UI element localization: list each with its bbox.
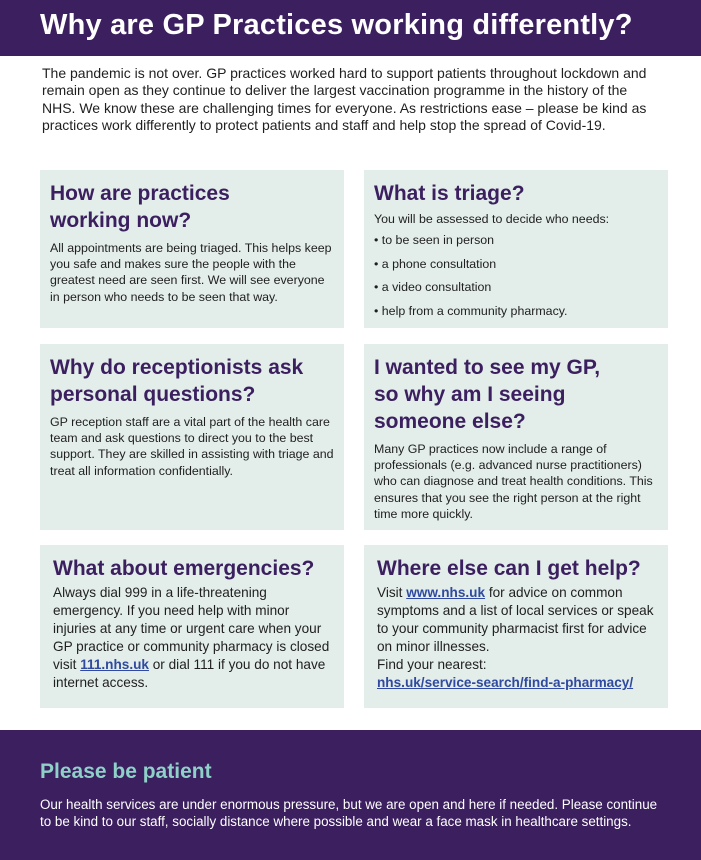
intro-paragraph: The pandemic is not over. GP practices worked hard to support patients throughout lockdown and remain open as they continue to deliver the largest vaccination programme in the history of the NHS. We know these are challenging times for everyone. As restrictions ease – please be kind as practices work differently to protect patients and staff and help stop the spread of Covid-19. [42,65,647,134]
emergencies-body [53,584,335,692]
footer-heading: Please be patient [40,760,212,783]
triage-list [374,229,658,323]
help-heading: Where else can I get help? [377,557,641,580]
receptionists-body: GP reception staff are a vital part of the health care team and ask questions to direct you to the best support. They are skilled in assisting with triage and treat all information confidentially. [50,415,334,478]
see-gp-body: Many GP practices now include a range of professionals (e.g. advanced nurse practitioners) who can diagnose and treat health conditions. This ensures that you see the right person at the right time more quickly. [374,442,653,521]
practices-heading: How are practices working now? [50,182,230,232]
emergencies-text: Always dial 999 in a life-threatening emergency. If you need help with minor injuries at any time or urgent care when your GP practice or community pharmacy is closed visit [53,585,330,672]
list-item: • help from a community pharmacy. [374,300,658,324]
see-gp-panel [364,344,668,530]
practices-body: All appointments are being triaged. This helps keep you safe and makes sure the people with the greatest need are seen first. We will see everyone in person who needs to be seen that way. [50,241,332,304]
page-title: Why are GP Practices working differently? [40,9,633,41]
footer-banner [0,730,701,860]
help-visit-text: Visit [377,585,403,600]
list-item: • a phone consultation [374,253,658,277]
header-banner [0,0,701,56]
list-item: • to be seen in person [374,229,658,253]
receptionists-panel [40,344,344,530]
triage-heading: What is triage? [374,182,525,205]
nhs-website-link[interactable]: www.nhs.uk [406,585,486,600]
triage-intro: You will be assessed to decide who needs: [374,212,610,226]
emergencies-text-after: or dial 111 if you do not have internet access. [53,657,326,690]
footer-body: Our health services are under enormous pressure, but we are open and here if needed. Please continue to be kind to our staff, socially distance where possible and wear a face mask in healthcare settings. [40,797,658,830]
help-text: for advice on common symptoms and a list of local services or speak to your community pharmacist first for advice on minor illnesses. [377,585,654,654]
find-nearest-text: Find your nearest: [377,657,487,672]
practices-panel [40,170,344,328]
emergencies-heading: What about emergencies? [53,557,315,580]
triage-panel [364,170,668,328]
emergencies-panel [40,545,344,708]
find-pharmacy-link[interactable]: nhs.uk/service-search/find-a-pharmacy/ [377,675,634,690]
help-panel [364,545,668,708]
list-item: • a video consultation [374,276,658,300]
see-gp-heading: I wanted to see my GP, so why am I seeing someone else? [374,356,601,433]
nhs-111-link[interactable]: 111.nhs.uk [80,657,149,672]
help-body [377,584,663,692]
receptionists-heading: Why do receptionists ask personal questions? [50,356,304,406]
